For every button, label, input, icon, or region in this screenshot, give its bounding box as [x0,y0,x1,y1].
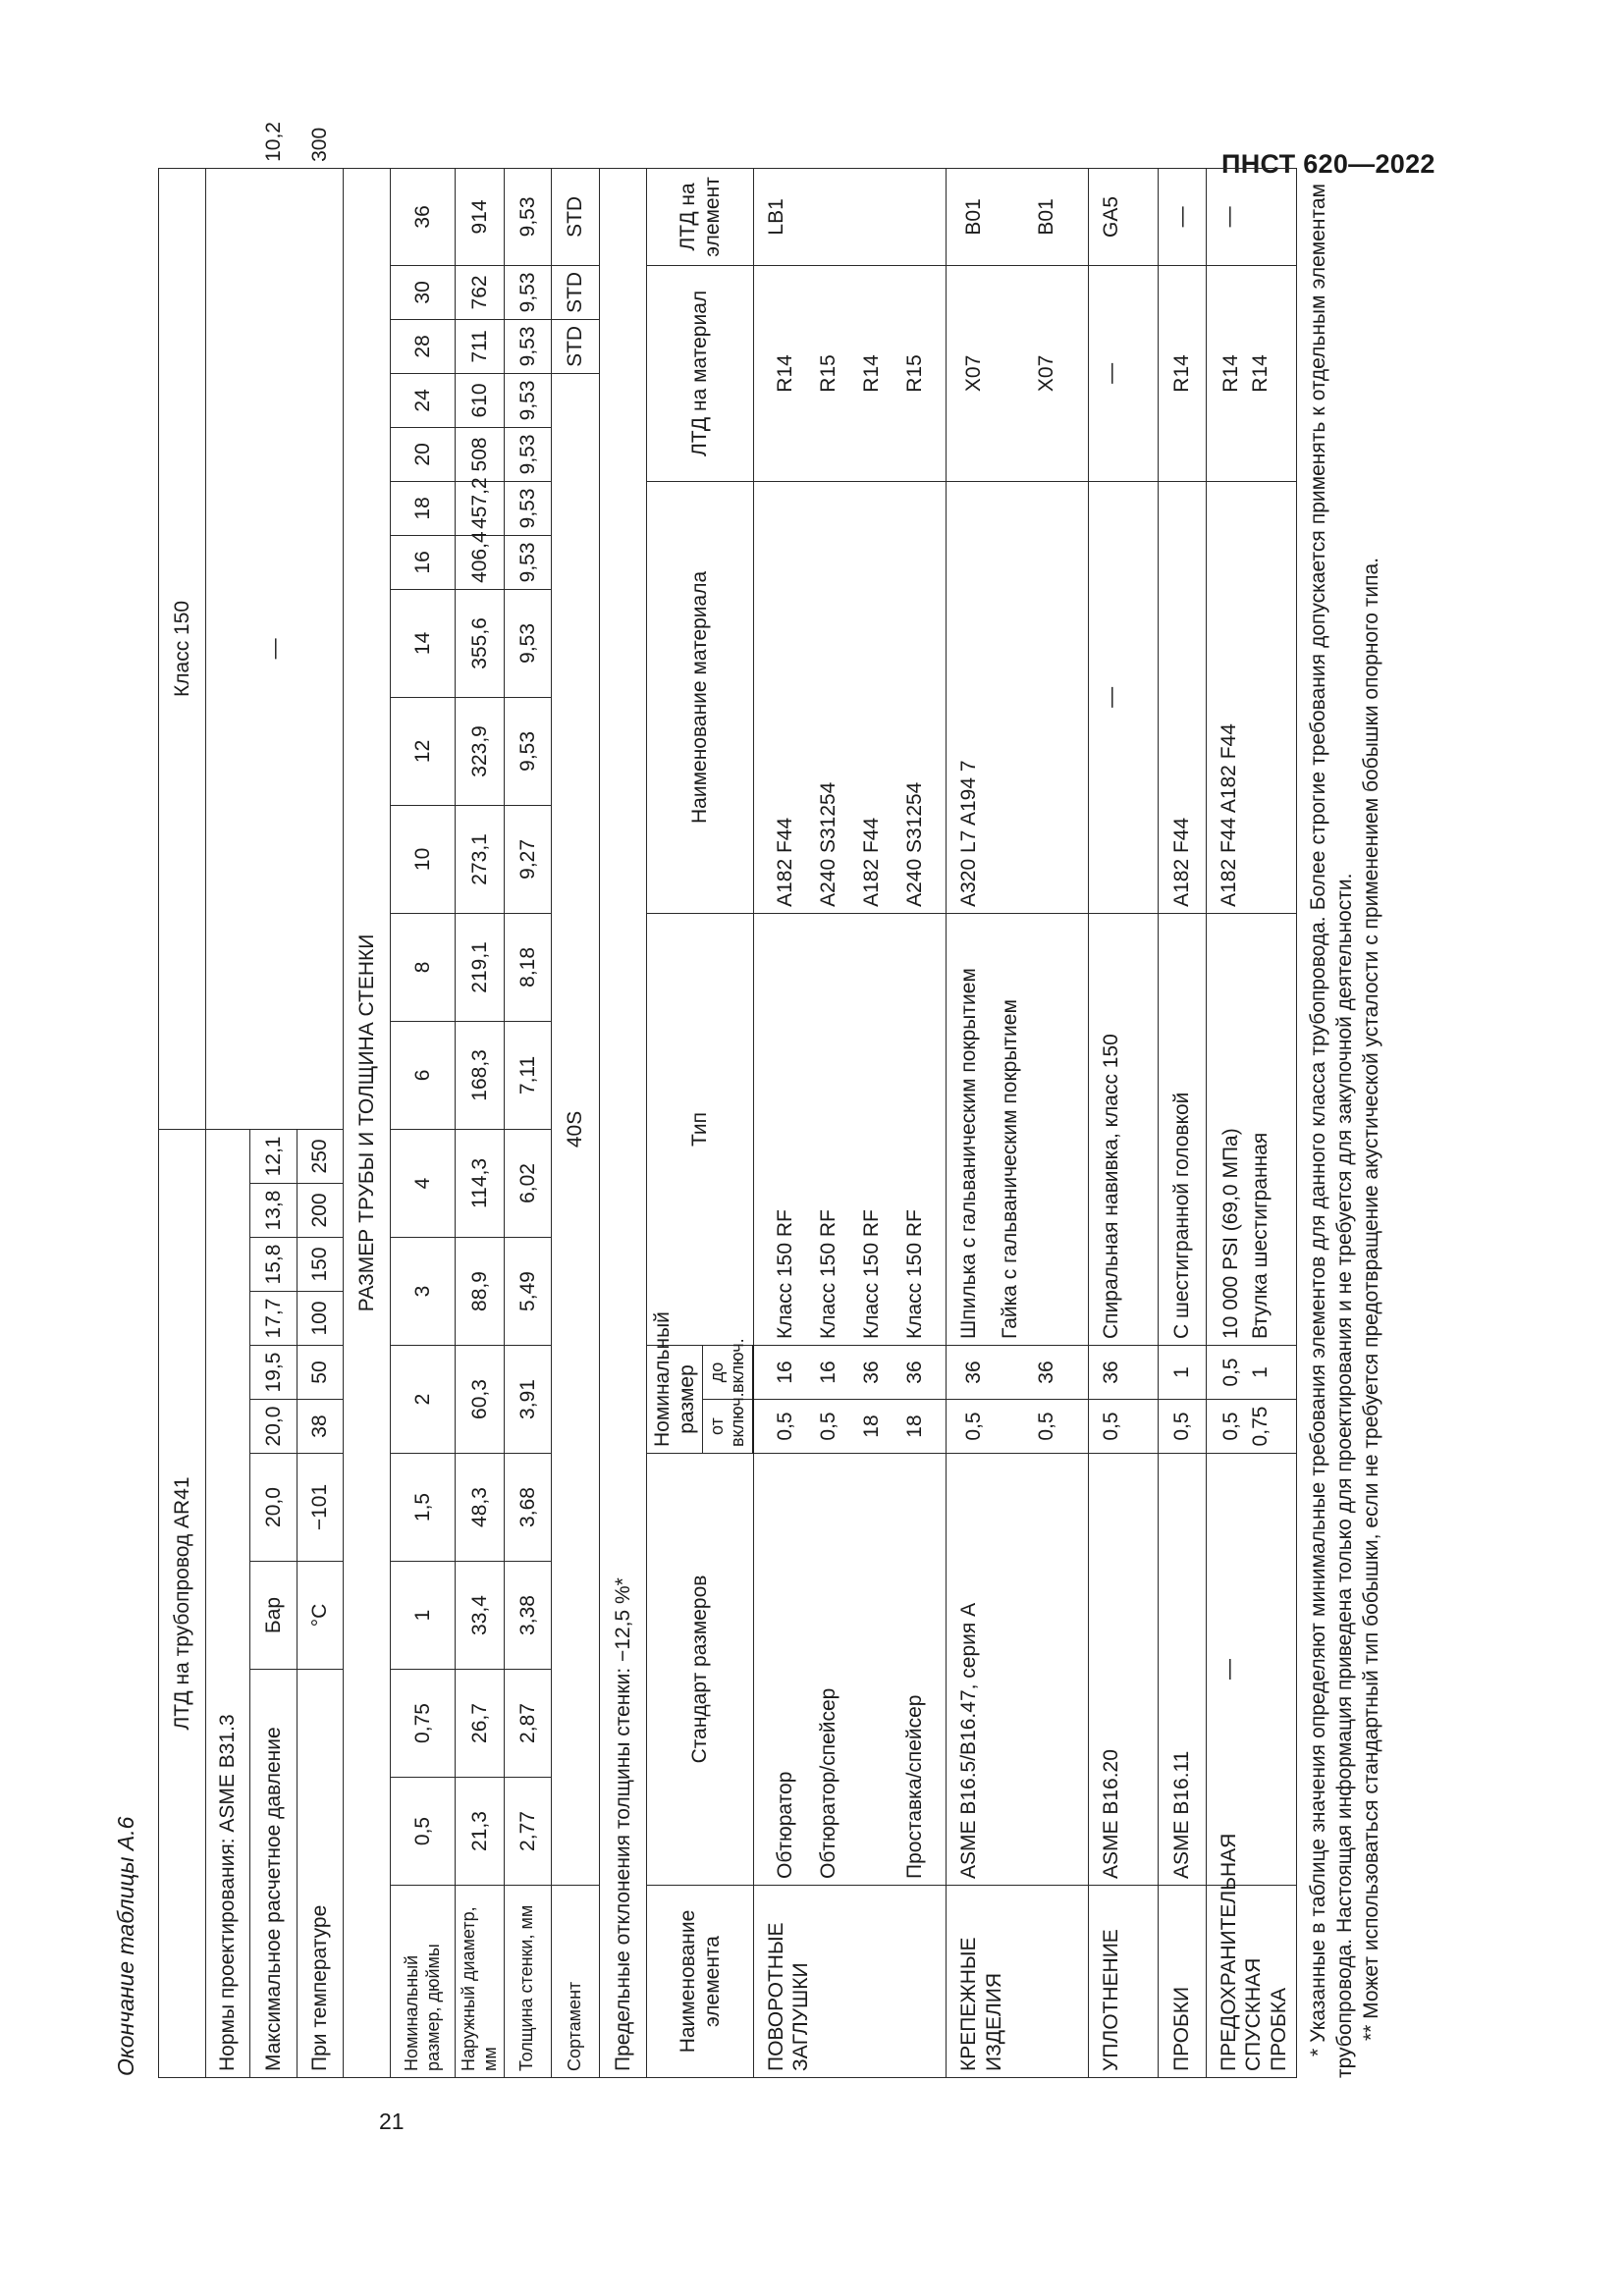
row-drain-plug [1207,168,1297,2077]
outer-diameter: 355,6 [456,589,505,697]
plugs-ltd-element: — [1158,168,1207,265]
footnotes [1305,184,1384,2078]
seal-ltd-material: — [1089,265,1158,481]
temperature-value: 38 [297,1400,344,1454]
ltd-material-item: R15 [816,354,839,393]
row-schedule [551,168,600,2077]
size-to: 36 [1035,1361,1058,1384]
drain-plug-ltd-element: — [1207,168,1297,265]
schedule-std: STD [551,319,600,373]
row-column-headers-1 [646,168,702,2077]
wall-thickness: 9,27 [504,805,551,913]
size-from: 0,75 [1249,1406,1272,1447]
pressure-value: 12,1 [250,1129,298,1183]
outer-diameter: 48,3 [456,1454,505,1562]
pressure-value: 20,0 [250,1400,298,1454]
ltd-material-item: X07 [1035,354,1058,393]
pipe-section-title: РАЗМЕР ТРУБЫ И ТОЛЩИНА СТЕНКИ [344,168,391,2077]
size-from: 18 [903,1415,927,1438]
fasteners-from [947,1400,1089,1454]
standard-number: ПНСТ 620—2022 [1221,149,1435,179]
plugs-element: ПРОБКИ [1158,1886,1207,2078]
wall-thickness: 9,53 [504,168,551,265]
wall-thickness: 9,53 [504,427,551,481]
nominal-size: 8 [390,913,455,1021]
size-to: 36 [962,1361,986,1384]
standard-item: Обтюратор/спейсер [816,1687,839,1879]
row-seal [1089,168,1158,2077]
wall-thickness: 2,77 [504,1778,551,1886]
type-item: Класс 150 RF [773,1209,796,1339]
temperature-value: 200 [297,1184,344,1238]
wall-thickness: 9,53 [504,535,551,589]
size-from: 18 [860,1415,884,1438]
size-from: 0,5 [1035,1412,1058,1441]
col-element-header: Наименование элемента [646,1886,753,2078]
pressure-value: 15,8 [250,1238,298,1292]
row-temperature: При температуре °C −101 38 50 100 150 200 250 300 [297,168,344,2077]
col-ltd-material-header: ЛТД на материал [646,265,753,481]
plugs-material: A182 F44 [1158,481,1207,913]
nominal-size: 10 [390,805,455,913]
outer-diameter: 711 [456,319,505,373]
fasteners-to [947,1346,1089,1400]
nominal-size: 6 [390,1021,455,1129]
rotary-blinds-ltd-material [753,265,947,481]
size-to: 36 [903,1361,927,1384]
type-item: Шпилька с гальваническим покрытием [957,968,981,1339]
plugs-standard: ASME B16.11 [1158,1454,1207,1886]
outer-diameter: 610 [456,373,505,427]
nominal-size: 3 [390,1238,455,1346]
footnote: * Указанные в таблице значения определяют минимальные требования элементов для данного класса трубопровода. Более строгие требования допускается применять к отдельным элементам трубопровода. Настоящая информация приведена только для проектирования и не требуется для закупочной деятельности. [1307,184,1356,2078]
row-rotary-blinds [753,168,947,2077]
wall-thickness: 9,53 [504,373,551,427]
col-to-header: до включ. [703,1346,754,1400]
page-number: 21 [379,2109,405,2134]
drain-plug-element: ПРЕДОХРАНИТЕЛЬНАЯ СПУСКНАЯ ПРОБКА [1207,1886,1297,2078]
schedule-label: Сортамент [551,1886,600,2078]
row-nominal-size [390,168,455,2077]
wall-thickness: 7,11 [504,1021,551,1129]
wall-thickness: 3,91 [504,1346,551,1454]
type-item: Класс 150 RF [902,1209,926,1339]
rotary-blinds-ltd-element: LB1 [753,168,947,265]
outer-diameter: 273,1 [456,805,505,913]
ltd-pipeline-label: ЛТД на трубопровод AR41 [159,1129,206,2077]
schedule-std: STD [551,168,600,265]
outer-diameter: 88,9 [456,1238,505,1346]
row-ltd-class [159,168,206,2077]
nominal-size: 28 [390,319,455,373]
rotary-blinds-to [753,1346,947,1400]
wall-thickness: 9,53 [504,589,551,697]
size-from: 0,5 [1219,1412,1243,1441]
empty-dash: — [205,168,344,1129]
temperature-unit: °C [297,1562,344,1670]
plugs-ltd-material: R14 [1158,265,1207,481]
fasteners-type [947,913,1089,1345]
plugs-from: 0,5 [1158,1400,1207,1454]
material-item: A240 S31254 [902,781,926,907]
drain-plug-to [1207,1346,1297,1400]
rotary-blinds-material [753,481,947,913]
fasteners-standard: ASME B16.5/B16.47, серия А [947,1454,1089,1886]
outer-diameter: 406,4 [456,535,505,589]
class-label: Класс 150 [159,168,206,1129]
size-to: 36 [860,1361,884,1384]
rotary-blinds-type [753,913,947,1345]
schedule-std: STD [551,265,600,319]
ltd-element-item: B01 [1035,198,1058,236]
ltd-material-item: R14 [773,354,796,393]
ltd-material-item: X07 [962,354,986,393]
pipe-spec-table [158,122,1297,2078]
seal-to: 36 [1089,1346,1158,1400]
wall-thickness: 5,49 [504,1238,551,1346]
fasteners-ltd-material [947,265,1089,481]
drain-plug-from [1207,1400,1297,1454]
nominal-size: 30 [390,265,455,319]
wall-thickness: 8,18 [504,913,551,1021]
outer-diameter: 26,7 [456,1670,505,1778]
wall-thickness: 6,02 [504,1129,551,1237]
col-ltd-element-header: ЛТД на элемент [646,168,753,265]
footnote: ** Может использоваться стандартный тип бобышки, если не требуется предотвращение акустической усталости с применением бобышки опорного типа. [1360,557,1382,2041]
size-to: 0,5 [1219,1358,1243,1387]
outer-diameter: 762 [456,265,505,319]
drain-plug-type [1207,913,1297,1345]
pressure-value: 19,5 [250,1346,298,1400]
pressure-value: 17,7 [250,1292,298,1346]
seal-material: — [1089,481,1158,913]
nominal-size: 24 [390,373,455,427]
table-caption: Окончание таблицы А.6 [113,1816,138,2076]
nominal-size: 18 [390,481,455,535]
pressure-value: 20,0 [250,1454,298,1562]
material-item: A182 F44 [773,817,796,907]
outer-diameter: 457,2 [456,481,505,535]
fasteners-ltd-element [947,168,1089,265]
nominal-size: 1,5 [390,1454,455,1562]
outer-diameter-label: Наружный диаметр, мм [456,1886,505,2078]
material-item: A182 F44 [859,817,883,907]
rotary-blinds-element: ПОВОРОТНЫЕ ЗАГЛУШКИ [753,1886,947,2078]
wall-thickness: 9,53 [504,265,551,319]
row-tolerance [600,168,647,2077]
outer-diameter: 323,9 [456,697,505,805]
row-pipe-section-title [344,168,391,2077]
outer-diameter: 60,3 [456,1346,505,1454]
temperature-label: При температуре [297,1670,344,2078]
col-standard-header: Стандарт размеров [646,1454,753,1886]
seal-type: Спиральная навивка, класс 150 [1089,913,1158,1345]
nominal-size: 36 [390,168,455,265]
wall-thickness-label: Толщина стенки, мм [504,1886,551,2078]
type-item: 10 000 PSI (69,0 МПа) [1219,1128,1243,1339]
seal-element: УПЛОТНЕНИЕ [1089,1886,1158,2078]
type-item: Гайка с гальваническим покрытием [998,999,1021,1339]
row-plugs [1158,168,1207,2077]
temperature-value: 100 [297,1292,344,1346]
fasteners-material: A320 L7 A194 7 [947,481,1089,913]
nominal-size: 16 [390,535,455,589]
row-fasteners [947,168,1089,2077]
ltd-material-item: R15 [902,354,926,393]
type-item: Втулка шестигранная [1249,1132,1272,1339]
row-pressure: Максимальное расчетное давление Бар 20,0 20,0 19,5 17,7 15,8 13,8 12,1 10,2 [250,168,298,2077]
nominal-size: 14 [390,589,455,697]
temperature-value: 250 [297,1129,344,1183]
fasteners-element: КРЕПЕЖНЫЕ ИЗДЕЛИЯ [947,1886,1089,2078]
size-from: 0,5 [817,1412,840,1441]
nominal-size: 2 [390,1346,455,1454]
outer-diameter: 33,4 [456,1562,505,1670]
wall-thickness: 9,53 [504,481,551,535]
drain-plug-ltd-material [1207,265,1297,481]
wall-thickness: 3,38 [504,1562,551,1670]
material-item: A240 S31254 [816,781,839,907]
outer-diameter: 914 [456,168,505,265]
nominal-size: 0,75 [390,1670,455,1778]
nominal-size: 1 [390,1562,455,1670]
row-norms [205,168,250,2077]
ltd-material-item: R14 [1249,354,1272,393]
wall-thickness: 3,68 [504,1454,551,1562]
size-to: 16 [774,1361,797,1384]
col-from-header: от включ. [703,1400,754,1454]
outer-diameter: 21,3 [456,1778,505,1886]
wall-thickness: 9,53 [504,319,551,373]
rotary-blinds-from [753,1400,947,1454]
plugs-type: С шестигранной головкой [1158,913,1207,1345]
standard-item: Обтюратор [773,1771,796,1879]
seal-from: 0,5 [1089,1400,1158,1454]
size-to: 16 [817,1361,840,1384]
type-item: Класс 150 RF [816,1209,839,1339]
wall-tolerance-label: Предельные отклонения толщины стенки: −12,5 %* [600,168,647,2077]
seal-standard: ASME B16.20 [1089,1454,1158,1886]
seal-ltd-element: GA5 [1089,168,1158,265]
temperature-value: 150 [297,1238,344,1292]
outer-diameter: 508 [456,427,505,481]
size-from: 0,5 [774,1412,797,1441]
row-outer-diameter [456,168,505,2077]
ltd-material-item: R14 [1219,354,1243,393]
outer-diameter: 219,1 [456,913,505,1021]
col-material-header: Наименование материала [646,481,753,913]
row-wall-thickness [504,168,551,2077]
nominal-size: 12 [390,697,455,805]
plugs-to: 1 [1158,1346,1207,1400]
pressure-label: Максимальное расчетное давление [250,1670,298,2078]
ltd-element-item: B01 [962,198,986,236]
standard-item: Проставка/спейсер [902,1694,926,1879]
col-type-header: Тип [646,913,753,1345]
nominal-size-label: Номинальный размер, дюймы [390,1886,455,2078]
ltd-material-item: R14 [859,354,883,393]
type-item: Класс 150 RF [859,1209,883,1339]
outer-diameter: 114,3 [456,1129,505,1237]
size-to: 1 [1249,1366,1272,1378]
nominal-size: 4 [390,1129,455,1237]
drain-plug-material: A182 F44 A182 F44 [1207,481,1297,913]
nominal-size: 20 [390,427,455,481]
wall-thickness: 9,53 [504,697,551,805]
nominal-size: 0,5 [390,1778,455,1886]
norms-label: Нормы проектирования: ASME B31.3 [205,1129,250,2077]
temperature-value: −101 [297,1454,344,1562]
rotary-blinds-standard [753,1454,947,1886]
drain-plug-standard: — [1207,1454,1297,1886]
pressure-unit: Бар [250,1562,298,1670]
temperature-value: 50 [297,1346,344,1400]
size-from: 0,5 [962,1412,986,1441]
pressure-value: 13,8 [250,1184,298,1238]
schedule-40s: 40S [551,373,600,1885]
col-nominal-size-header: Номинальный размер [646,1346,702,1454]
outer-diameter: 168,3 [456,1021,505,1129]
wall-thickness: 2,87 [504,1670,551,1778]
